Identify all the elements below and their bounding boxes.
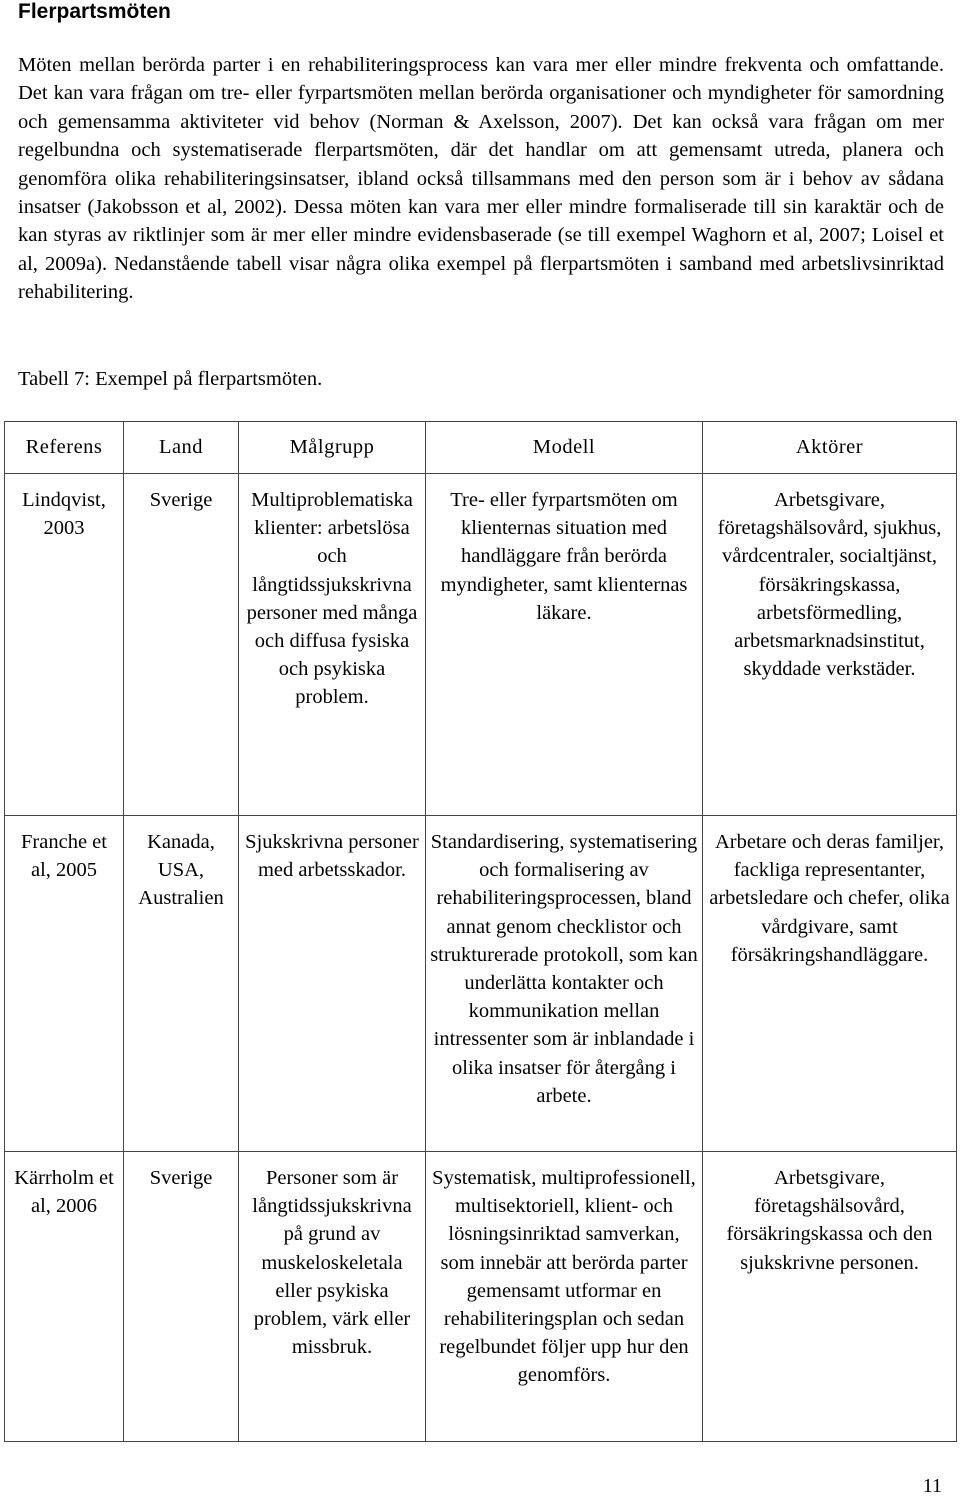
cell-text: Lindqvist, 2003: [22, 489, 106, 540]
cell-text: Kärrholm et al, 2006: [14, 1167, 114, 1218]
cell-text: Arbetare och deras familjer, fackliga representanter, arbetsledare och chefer, olika vårdgivare, samt försäkringshandläggare.: [709, 831, 950, 966]
cell-text: Standardisering, systematisering och formalisering av rehabiliteringsprocessen, bland annat genom checklistor och strukturerade protokoll, som kan underlätta kontakter och kommunikation mellan intressenter som är inblandade i olika insatser för återgång i arbete.: [430, 831, 698, 1107]
cell-text: Systematisk, multiprofessionell, multisektoriell, klient- och lösningsinriktad samverkan, som innebär att berörda parter gemensamt utformar en rehabiliteringsplan och sedan regelbundet följer upp hur den genomförs.: [432, 1167, 696, 1387]
cell-referens: [5, 1152, 124, 1442]
section-heading: Flerpartsmöten: [18, 0, 171, 23]
cell-text: Kanada, USA, Australien: [138, 831, 224, 910]
cell-text: Personer som är långtidssjukskrivna på grund av muskeloskeletala eller psykiska problem, värk eller missbruk.: [252, 1167, 412, 1359]
body-paragraph: Möten mellan berörda parter i en rehabiliteringsprocess kan vara mer eller mindre frekventa och omfattande. Det kan vara frågan om tre- eller fyrpartsmöten mellan berörda organisationer och myndigheter för samordning och gemensamma aktiviteter vid behov (Norman & Axelsson, 2007). Det kan också vara frågan om mer regelbundna och systematiserade flerpartsmöten, där det handlar om att gemensamt utreda, planera och genomföra olika rehabiliteringsinsatser, ibland också tillsammans med den person som är i behov av sådana insatser (Jakobsson et al, 2002). Dessa möten kan vara mer eller mindre formaliserade till sin karaktär och de kan styras av riktlinjer som är mer eller mindre evidensbaserade (se till exempel Waghorn et al, 2007; Loisel et al, 2009a). Nedanstående tabell visar några olika exempel på flerpartsmöten i samband med arbetslivsinriktad rehabilitering.: [18, 54, 944, 304]
cell-malgrupp: [239, 474, 426, 816]
table-caption: Tabell 7: Exempel på flerpartsmöten.: [18, 368, 323, 390]
cell-text: Sverige: [149, 1167, 213, 1189]
table-row: [5, 816, 957, 1152]
cell-modell: [426, 1152, 703, 1442]
cell-text: Tre- eller fyrpartsmöten om klienternas situation med handläggare från berörda myndigheter, samt klienternas läkare.: [440, 489, 688, 624]
cell-text: Arbetsgivare, företagshälsovård, sjukhus, vårdcentraler, socialtjänst, försäkringskassa, arbetsförmedling, arbetsmarknadsinstitut, skyddade verkstäder.: [717, 489, 942, 681]
cell-text: Arbetsgivare, företagshälsovård, försäkringskassa och den sjukskrivne personen.: [726, 1167, 933, 1274]
cell-modell: [426, 816, 703, 1152]
cell-land: [124, 1152, 239, 1442]
header-land: Land: [124, 422, 239, 474]
cell-malgrupp: [239, 816, 426, 1152]
header-modell: Modell: [426, 422, 703, 474]
cell-text: Multiproblematiska klienter: arbetslösa och långtidssjukskrivna personer med många och diffusa fysiska och psykiska problem.: [246, 489, 418, 709]
examples-table: [4, 421, 957, 1442]
header-aktorer: Aktörer: [703, 422, 957, 474]
cell-referens: [5, 474, 124, 816]
page-number: 11: [922, 1475, 942, 1497]
cell-text: Sjukskrivna personer med arbetsskador.: [245, 831, 419, 882]
cell-malgrupp: [239, 1152, 426, 1442]
table-header-row: [5, 422, 957, 474]
table-row: [5, 1152, 957, 1442]
cell-referens: [5, 816, 124, 1152]
cell-aktorer: [703, 1152, 957, 1442]
cell-aktorer: [703, 816, 957, 1152]
cell-modell: [426, 474, 703, 816]
table-row: [5, 474, 957, 816]
header-referens: Referens: [5, 422, 124, 474]
cell-aktorer: [703, 474, 957, 816]
cell-land: [124, 816, 239, 1152]
header-malgrupp: Målgrupp: [239, 422, 426, 474]
cell-text: Franche et al, 2005: [21, 831, 107, 882]
cell-text: Sverige: [149, 489, 213, 511]
cell-land: [124, 474, 239, 816]
